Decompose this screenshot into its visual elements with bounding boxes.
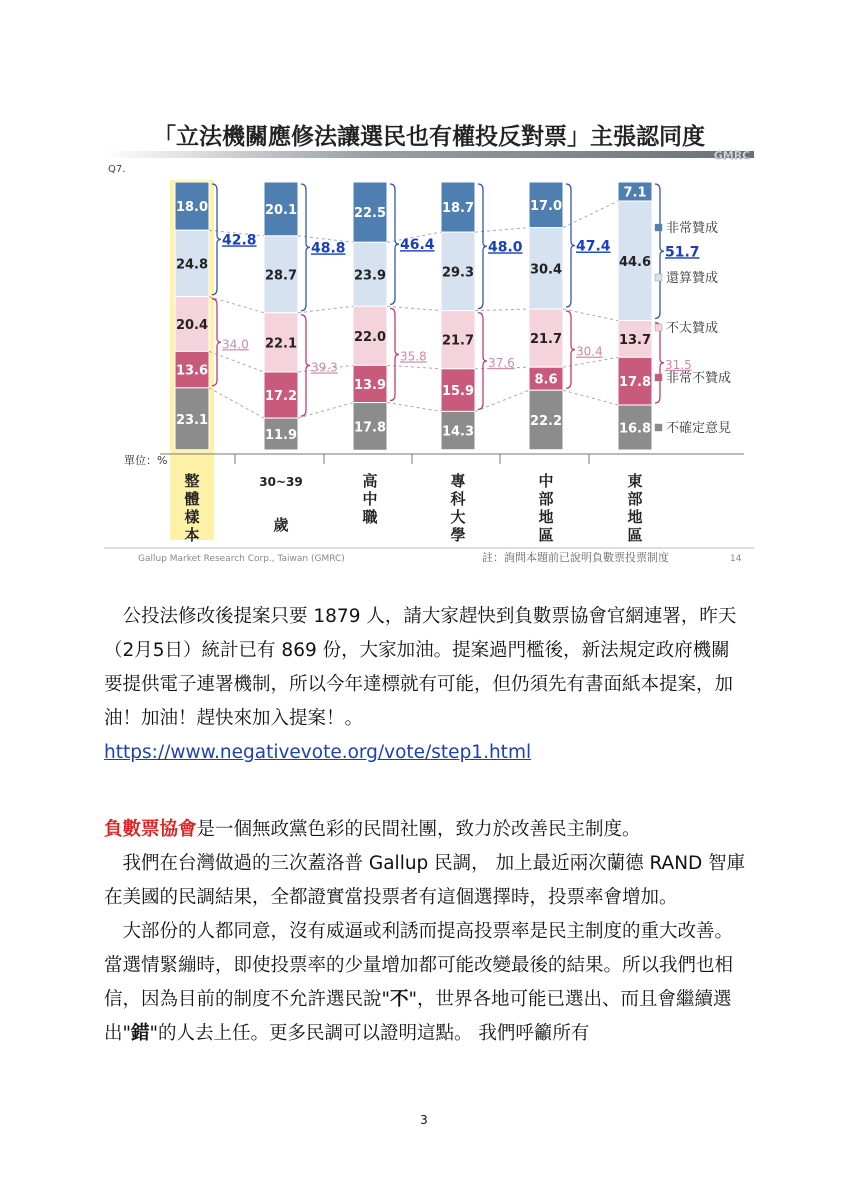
category-label-part: 高 <box>362 472 378 490</box>
disagree-total-label: 34.0 <box>222 337 249 352</box>
category-label <box>183 472 199 544</box>
category-label-part: 中 <box>362 490 378 508</box>
category-label-part: 中 <box>538 472 554 490</box>
poll-results-text: 我們在台灣做過的三次蓋洛普 Gallup 民調， 加上最近兩次蘭德 RAND 智庫在美國的民調結果，全都證實當投票者有這個選擇時，投票率會增加。 <box>104 853 746 908</box>
democracy-text-part2: "，世界各地可能已選出、而且會繼續選出" <box>104 989 732 1044</box>
bar-value-label: 17.0 <box>529 198 563 214</box>
legend-swatch <box>655 424 662 431</box>
bar-value-label: 20.1 <box>264 202 298 218</box>
disagree-brace <box>390 308 399 400</box>
category-label-part: 體 <box>184 490 200 508</box>
organization-name: 負數票協會 <box>104 819 197 840</box>
legend-label: 不確定意見 <box>666 421 732 436</box>
emphasis-wrong: 錯 <box>131 1023 150 1044</box>
bar-value-label: 16.8 <box>618 421 652 437</box>
bar-value-label: 30.4 <box>529 262 563 278</box>
disagree-brace <box>301 315 310 416</box>
bar-value-label: 17.8 <box>618 375 652 391</box>
disagree-total-label: 37.6 <box>488 356 515 371</box>
connector-line <box>563 390 618 405</box>
bar-value-label: 18.0 <box>175 200 209 216</box>
bar-value-label: 17.2 <box>264 389 298 405</box>
category-label <box>259 475 302 534</box>
bar-value-label: 22.0 <box>353 329 387 345</box>
bar-value-label: 44.6 <box>618 254 652 270</box>
agree-brace <box>478 184 487 309</box>
bar-value-label: 20.4 <box>175 318 209 334</box>
legend-swatch <box>655 224 662 231</box>
unit-label: 單位：% <box>124 454 168 467</box>
bar-value-label: 21.7 <box>529 332 563 348</box>
category-label <box>362 472 377 526</box>
agree-total-label: 48.0 <box>488 239 523 256</box>
category-label-part: 大 <box>450 508 466 526</box>
legend-label: 不太贊成 <box>666 321 719 336</box>
agree-total-label: 48.8 <box>311 240 346 257</box>
category-label-part: 區 <box>627 526 643 544</box>
category-label <box>627 472 642 544</box>
article-paragraph-1 <box>104 600 746 770</box>
legend-label: 非常不贊成 <box>666 371 732 386</box>
bar-value-label: 14.3 <box>441 424 475 440</box>
organization-description: 是一個無政黨色彩的民間社團，致力於改善民主制度。 <box>196 819 641 840</box>
disagree-total-label: 39.3 <box>311 360 338 375</box>
category-label-part: 專 <box>450 472 466 490</box>
petition-link[interactable]: https://www.negativevote.org/vote/step1.html <box>104 742 532 763</box>
category-label-part: 東 <box>627 472 643 490</box>
stacked-bar-chart <box>104 112 754 564</box>
agree-total-label: 47.4 <box>576 238 611 255</box>
bar-value-label: 22.2 <box>529 413 563 429</box>
category-label-part: 部 <box>627 490 643 508</box>
legend-swatch <box>655 324 662 331</box>
bar-value-label: 17.8 <box>353 420 387 436</box>
category-label-part: 學 <box>450 526 466 544</box>
bar-value-label: 23.9 <box>353 268 387 284</box>
article-paragraph-2 <box>104 813 746 1051</box>
agree-total-label: 51.7 <box>665 244 700 261</box>
legend-label: 非常贊成 <box>666 221 719 236</box>
bar-value-label: 8.6 <box>534 372 558 388</box>
democracy-text <box>104 915 746 1051</box>
category-label-part: 區 <box>538 526 554 544</box>
disagree-brace <box>655 323 664 403</box>
bar-value-label: 18.7 <box>441 201 475 217</box>
source-label: Gallup Market Research Corp., Taiwan (GMRC) <box>138 554 345 564</box>
agree-total-label: 46.4 <box>400 237 435 254</box>
question-code: Q7. <box>108 164 126 175</box>
bar-value-label: 7.1 <box>623 185 647 201</box>
category-label-part: 樣 <box>184 508 200 526</box>
category-label-part: 歲 <box>273 516 289 534</box>
legend-label: 還算贊成 <box>666 271 719 286</box>
category-label-part: 地 <box>627 508 643 526</box>
agree-brace <box>390 184 399 304</box>
bar-value-label: 29.3 <box>441 265 475 281</box>
page-number: 3 <box>420 1113 428 1127</box>
bar-value-label: 21.7 <box>441 333 475 349</box>
legend-swatch <box>655 274 662 281</box>
democracy-text-part3: "的人去上任。更多民調可以證明這點。 我們呼籲所有 <box>149 1023 590 1044</box>
category-label <box>538 472 553 544</box>
title-underline <box>104 151 754 158</box>
category-label-part: 地 <box>538 508 554 526</box>
bar-value-label: 13.6 <box>175 363 209 379</box>
category-label-part: 部 <box>538 490 554 508</box>
emphasis-no: 不 <box>390 989 409 1010</box>
bar-value-label: 22.1 <box>264 336 298 352</box>
chart-figure <box>104 112 754 564</box>
bar-value-label: 23.1 <box>175 412 209 428</box>
petition-text: 公投法修改後提案只要 1879 人，請大家趕快到負數票協會官網連署，昨天（2月5日）統計已有 869 份，大家加油。提案過門檻後，新法規定政府機關要提供電子連署機制，所以今年達標就有可能，但仍須先有書面紙本提案，加油！加油！趕快來加入提案！。 <box>104 606 737 729</box>
connector-line <box>475 309 529 311</box>
connector-line <box>387 306 441 310</box>
gmrc-logo: GMRC <box>713 149 751 162</box>
category-label <box>449 472 466 544</box>
category-label-part: 本 <box>184 526 200 544</box>
disagree-brace <box>566 311 575 388</box>
bar-value-label: 13.9 <box>353 377 387 393</box>
legend-swatch <box>655 374 662 381</box>
agree-total-label: 42.8 <box>222 232 257 249</box>
chart-title: 「立法機關應修法讓選民也有權投反對票」主張認同度 <box>153 124 705 150</box>
slide-number: 14 <box>730 554 742 564</box>
disagree-brace <box>478 313 487 410</box>
bar-value-label: 28.7 <box>264 268 298 284</box>
category-label-part: 整 <box>184 472 200 490</box>
bar-value-label: 22.5 <box>353 206 387 222</box>
disagree-total-label: 35.8 <box>400 349 427 364</box>
democracy-text-part1: 大部份的人都同意，沒有威逼或利誘而提高投票率是民主制度的重大改善。當選情緊繃時，即使投票率的少量增加都可能改變最後的結果。所以我們也相信，因為目前的制度不允許選民說" <box>104 921 734 1010</box>
disagree-total-label: 30.4 <box>576 344 603 359</box>
disagree-total-label: 31.5 <box>665 357 692 372</box>
agree-brace <box>301 184 310 311</box>
category-label-part: 職 <box>362 508 378 526</box>
connector-line <box>209 388 264 418</box>
bar-value-label: 11.9 <box>264 428 298 444</box>
agree-brace <box>566 184 575 307</box>
category-label-part: 科 <box>450 490 466 508</box>
connector-line <box>387 403 441 412</box>
bar-value-label: 13.7 <box>618 332 652 348</box>
agree-brace <box>655 184 664 319</box>
bar-value-label: 24.8 <box>175 257 209 273</box>
bar-value-label: 15.9 <box>441 384 475 400</box>
chart-note: 註：詢問本題前已說明負數票投票制度 <box>482 551 669 564</box>
category-label-part: 30~39 <box>259 475 303 489</box>
